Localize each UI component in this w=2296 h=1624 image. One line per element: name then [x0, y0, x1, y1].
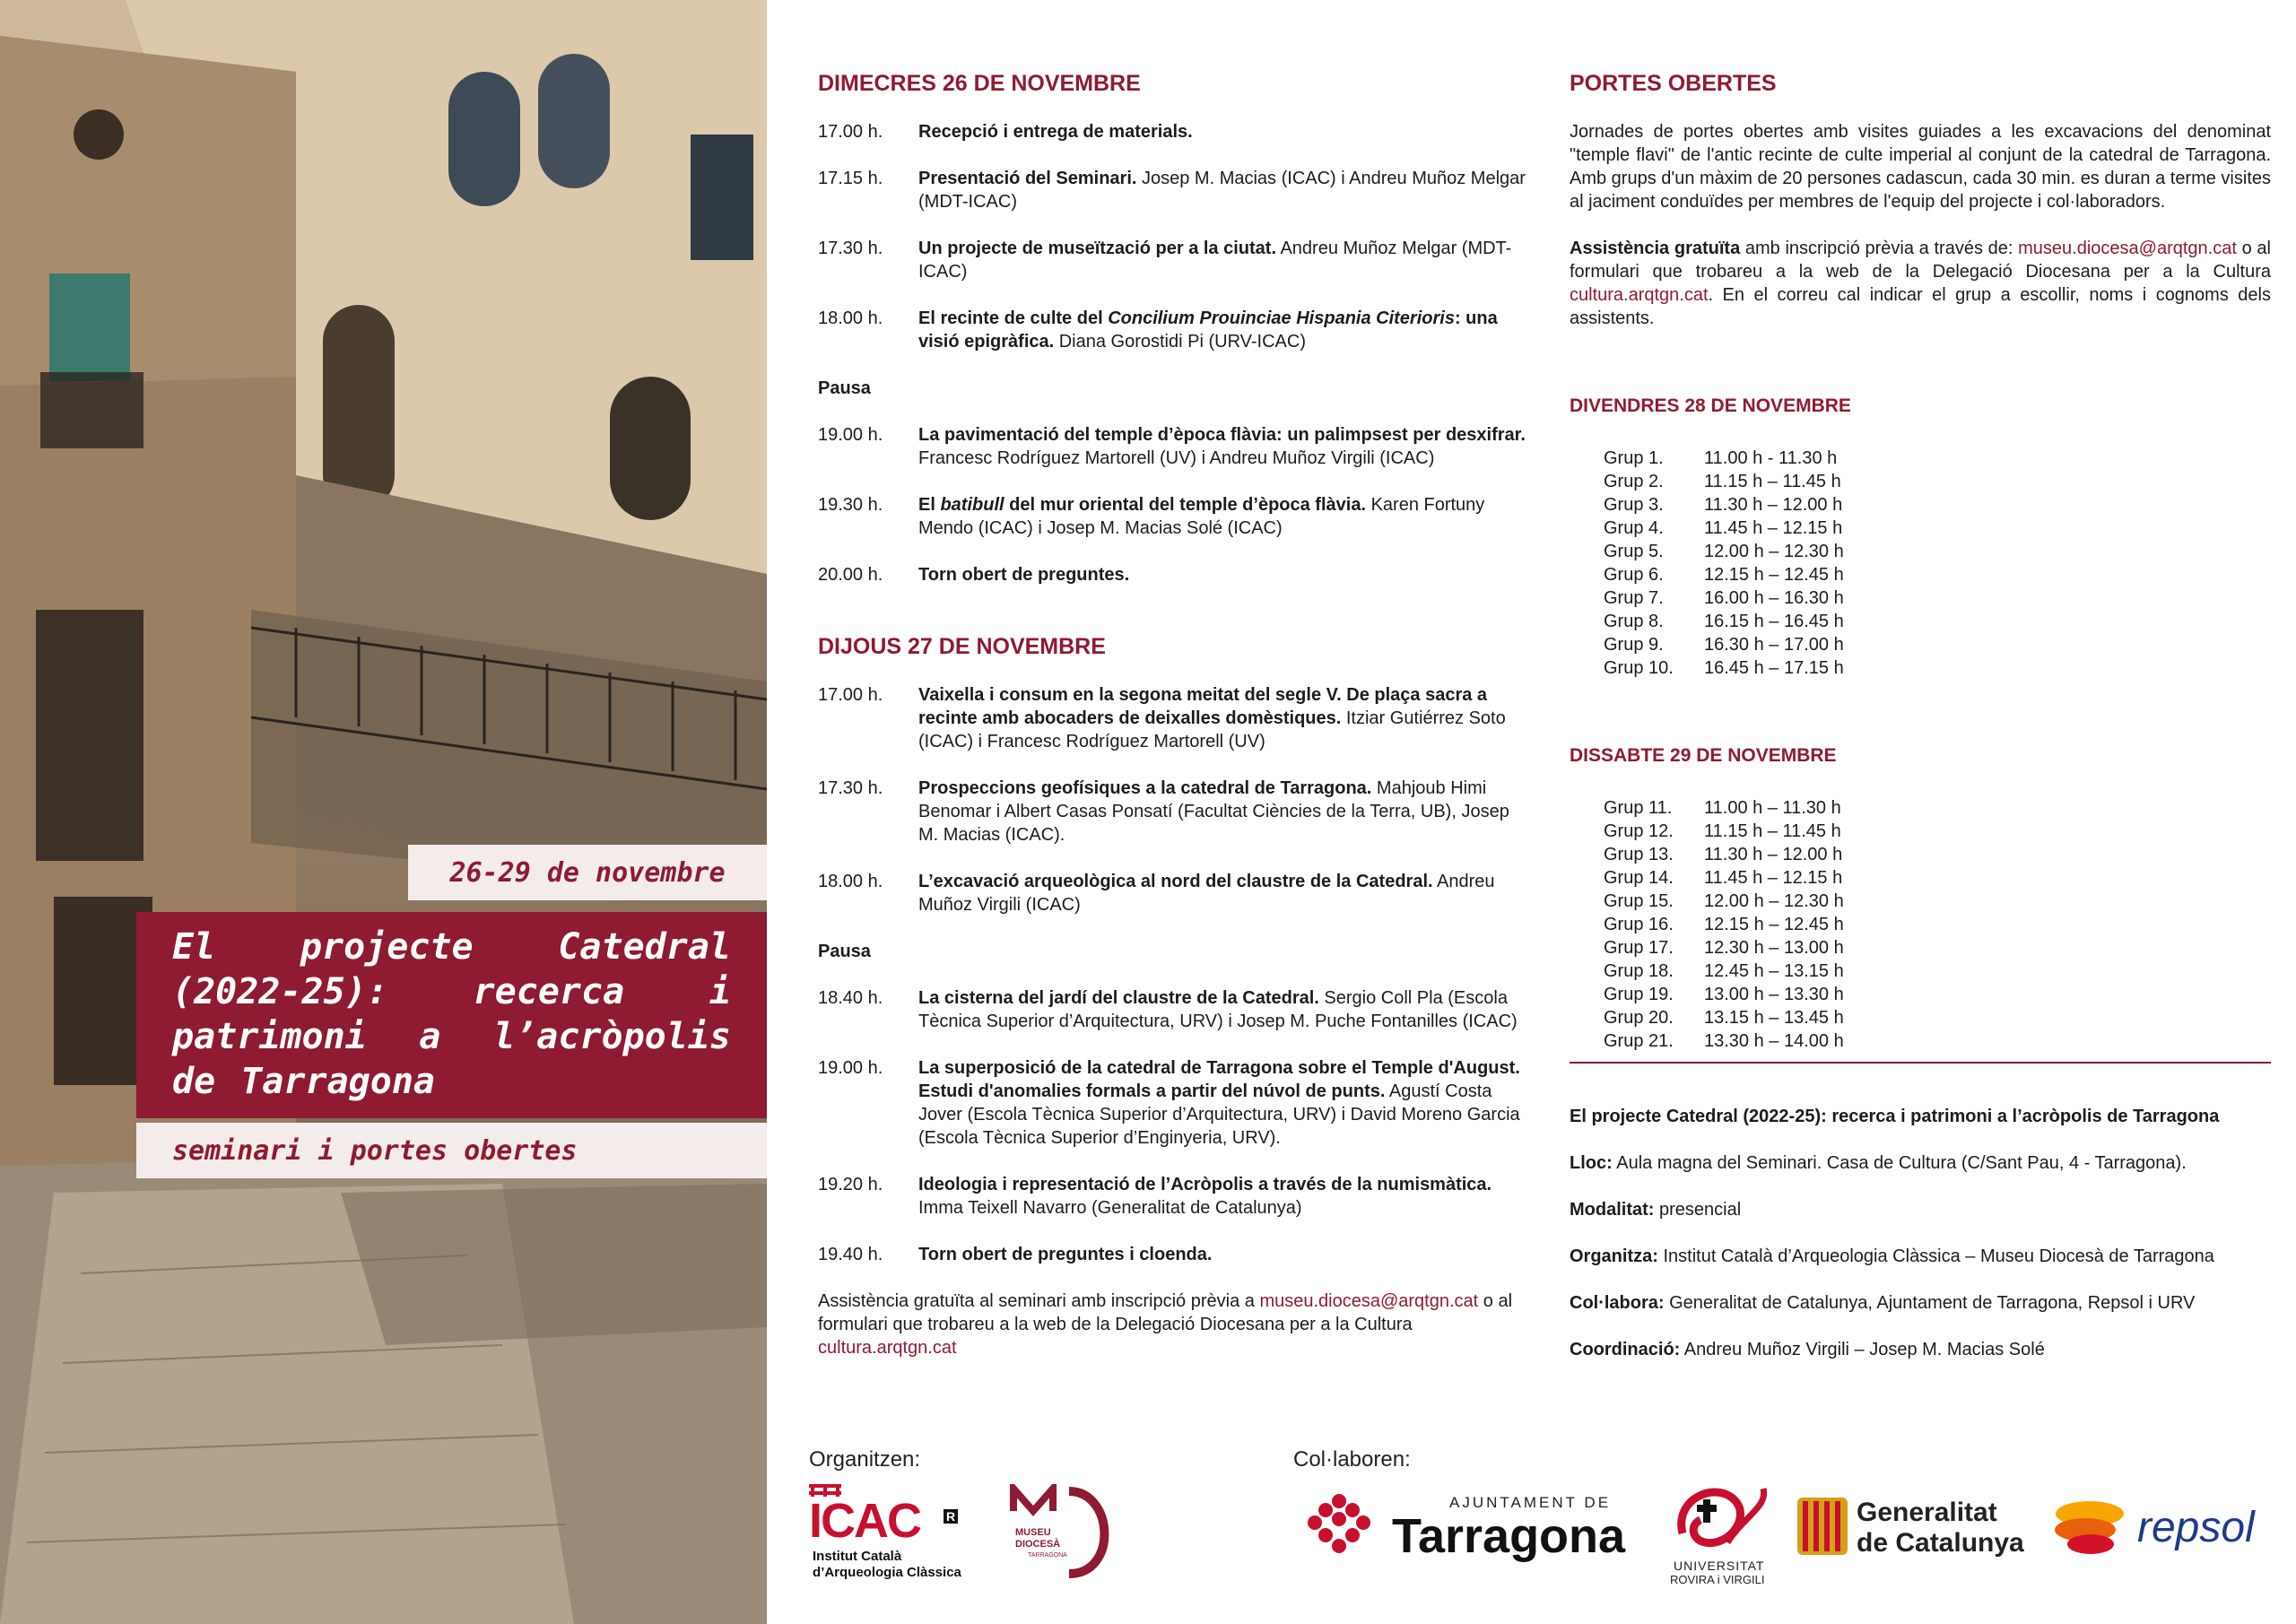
info-coordination [1570, 1338, 2271, 1361]
assist-text: amb inscripció prèvia a través de: [1740, 239, 2019, 258]
info-value: Generalitat de Catalunya, Ajuntament de Tarragona, Repsol i URV [1664, 1293, 2196, 1313]
info-value: presencial [1654, 1200, 1742, 1220]
program-item [818, 1243, 1526, 1266]
visit-group-row [1604, 1006, 2271, 1029]
item-time: 19.00 h. [818, 425, 883, 445]
open-days-description: Jornades de portes obertes amb visites guiades a les excavacions del denominat "temple flavi" de l'antic recinte de culte imperial al conjunt de la catedral de Tarragona. Amb grups d'un màxim de 20 persones cadascun, cada 30 min. es duran a terme visites al jaciment conduïdes per membres de l'equip del projecte i col·laboradors. [1570, 122, 2272, 212]
visit-group-time: 13.00 h – 13.30 h [1704, 985, 1844, 1004]
item-title: El [918, 495, 941, 515]
hero-dates: 26-29 de novembre [449, 856, 726, 889]
open-days-registration [1570, 237, 2271, 330]
registration-text: o al formulari que trobareu a la web de la Delegació Diocesana per a la Cultura [818, 1291, 1513, 1334]
museu-text-1: MUSEU [1015, 1527, 1051, 1538]
day1-heading: DIMECRES 26 DE NOVEMBRE [818, 71, 1141, 96]
visit-group-row [1604, 890, 2271, 913]
item-time: 19.00 h. [818, 1058, 883, 1078]
visit-group-time: 16.15 h – 16.45 h [1704, 612, 1844, 631]
item-title: Vaixella i consum en la segona meitat del segle V. De plaça sacra a recinte amb abocaders de deixalles domèstiques. [918, 685, 1488, 728]
visit-group-row [1604, 936, 2271, 960]
item-title: Torn obert de preguntes i cloenda. [918, 1245, 1213, 1264]
visit-group-label: Grup 2. [1604, 472, 1664, 491]
item-time: 17.00 h. [818, 685, 883, 705]
visit-group-label: Grup 9. [1604, 635, 1664, 655]
item-time: 17.30 h. [818, 778, 883, 798]
info-value: Institut Català d’Arqueologia Clàssica – Museu Diocesà de Tarragona [1657, 1246, 2214, 1266]
ajuntament-text-2: Tarragona [1392, 1509, 1626, 1563]
visit-group-row [1604, 843, 2271, 866]
visit-group-time: 12.30 h – 13.00 h [1704, 938, 1844, 958]
visit-group-time: 11.15 h – 11.45 h [1704, 472, 1841, 491]
program-item [818, 777, 1526, 847]
generalitat-logo [1797, 1498, 2039, 1560]
item-speakers: Diana Gorostidi Pi (URV-ICAC) [1054, 332, 1306, 352]
info-label: Lloc: [1570, 1153, 1613, 1173]
visit-group-time: 12.15 h – 12.45 h [1704, 565, 1844, 585]
item-title: L’excavació arqueològica al nord del claustre de la Catedral. [918, 872, 1433, 891]
item-speakers: Andreu Muñoz Melgar (MDT-ICAC) [918, 239, 1512, 282]
visit-group-label: Grup 17. [1604, 938, 1674, 958]
pause-label: Pausa [818, 942, 871, 961]
info-label: Coordinació: [1570, 1340, 1681, 1359]
visit-group-label: Grup 21. [1604, 1031, 1674, 1051]
assist-label: Assistència gratuïta [1570, 239, 1741, 258]
info-collaborators [1570, 1291, 2271, 1315]
visit-group-label: Grup 16. [1604, 915, 1674, 934]
open-days-column [1570, 70, 2271, 1361]
visit-group-row [1604, 493, 2271, 517]
program-item [818, 237, 1526, 283]
item-title: Recepció i entrega de materials. [918, 122, 1193, 142]
item-speakers: Francesc Rodríguez Martorell (UV) i Andreu Muñoz Virgili (ICAC) [918, 448, 1435, 468]
assist-text: . En el correu cal indicar el grup a escollir, noms i cognoms dels assistents. [1570, 285, 2271, 328]
visit-group-label: Grup 6. [1604, 565, 1664, 585]
visit-group-label: Grup 18. [1604, 961, 1674, 981]
program-item [818, 986, 1526, 1033]
icac-logo [809, 1484, 988, 1583]
info-organizer [1570, 1245, 2271, 1268]
visit-group-row [1604, 866, 2271, 890]
item-title-italic: batibull [940, 495, 1004, 515]
program-item [818, 167, 1526, 213]
seminar-program [818, 70, 1526, 1359]
urv-text-2: ROVIRA i VIRGILI [1670, 1573, 1765, 1586]
icac-registered: R [944, 1509, 958, 1524]
program-item [818, 120, 1526, 143]
program-item [818, 870, 1526, 916]
item-time: 18.00 h. [818, 308, 883, 328]
item-time: 19.30 h. [818, 495, 883, 515]
visit-group-label: Grup 10. [1604, 658, 1674, 678]
open-days-heading: PORTES OBERTES [1570, 71, 1777, 96]
item-time: 19.40 h. [818, 1245, 883, 1264]
visit-group-row [1604, 517, 2271, 540]
divider [1570, 1062, 2271, 1064]
item-time: 20.00 h. [818, 565, 883, 585]
info-place [1570, 1151, 2271, 1175]
item-title-end: del mur oriental del temple d’època flàvia. [1004, 495, 1367, 515]
visit-group-time: 16.30 h – 17.00 h [1704, 635, 1844, 655]
item-title: Ideologia i representació de l’Acròpolis a través de la numismàtica. [918, 1175, 1492, 1194]
info-title: El projecte Catedral (2022-25): recerca i patrimoni a l’acròpolis de Tarragona [1570, 1107, 2220, 1126]
visit-group-time: 16.45 h – 17.15 h [1704, 658, 1844, 678]
item-title: Un projecte de museïtzació per a la ciutat. [918, 239, 1277, 258]
visit-group-label: Grup 3. [1604, 495, 1664, 515]
item-speakers: Andreu Muñoz Virgili (ICAC) [918, 872, 1495, 915]
item-title: El recinte de culte del [918, 308, 1109, 328]
visit-group-row [1604, 563, 2271, 586]
repsol-flame-icon [2049, 1496, 2130, 1559]
visit-group-row [1604, 586, 2271, 610]
hero-subtitle-box [136, 1123, 767, 1178]
pause-label: Pausa [818, 378, 871, 398]
program-item [818, 307, 1526, 353]
visit-group-label: Grup 19. [1604, 985, 1674, 1004]
program-item [818, 423, 1526, 470]
visit-group-time: 12.00 h – 12.30 h [1704, 542, 1844, 561]
museu-text-3: TARRAGONA [1028, 1552, 1067, 1559]
visit-group-time: 12.00 h – 12.30 h [1704, 891, 1844, 911]
item-speakers: Itziar Gutiérrez Soto (ICAC) i Francesc Rodríguez Martorell (UV) [918, 708, 1506, 751]
hero-subtitle: seminari i portes obertes [172, 1134, 578, 1167]
visit-group-time: 11.00 h – 11.30 h [1704, 798, 1841, 818]
visit-group-label: Grup 4. [1604, 518, 1664, 538]
visit-group-time: 12.45 h – 13.15 h [1704, 961, 1844, 981]
item-time: 17.00 h. [818, 122, 883, 142]
program-item [818, 1173, 1526, 1220]
visit-group-time: 13.15 h – 13.45 h [1704, 1008, 1844, 1028]
open-web-link[interactable]: cultura.arqtgn.cat [1570, 285, 1709, 305]
item-speakers: Agustí Costa Jover (Escola Tècnica Superior d’Arquitectura, URV) i David Moreno Garcia (Escola Tècnica Superior d’Enginyeria, URV). [918, 1081, 1520, 1148]
day2-heading: DIJOUS 27 DE NOVEMBRE [818, 634, 1106, 659]
item-title: La superposició de la catedral de Tarragona sobre el Temple d'August. Estudi d'anomalies formals a partir del núvol de punts. [918, 1058, 1520, 1101]
icac-name-line2: d’Arqueologia Clàssica [813, 1565, 961, 1580]
hero-title: El projecte Catedral (2022-25): recerca i patrimoni a l’acròpolis de Tarragona [172, 926, 731, 1102]
item-speakers: Mahjoub Himi Benomar i Albert Casas Ponsatí (Facultat Ciències de la Terra, UB), Josep M. Macias (ICAC). [918, 778, 1509, 845]
item-title: La pavimentació del temple d’època flàvia: un palimpsest per desxifrar. [918, 425, 1526, 445]
item-title: Presentació del Seminari. [918, 169, 1137, 188]
registration-web-link[interactable]: cultura.arqtgn.cat [818, 1338, 957, 1358]
visit-group-label: Grup 15. [1604, 891, 1674, 911]
visit-group-row [1604, 796, 2271, 820]
organizers-label: Organitzen: [809, 1447, 921, 1472]
visit-group-time: 13.30 h – 14.00 h [1704, 1031, 1844, 1051]
visit-group-time: 11.00 h - 11.30 h [1704, 448, 1838, 468]
collaborators-label: Col·laboren: [1293, 1447, 1411, 1472]
program-item [818, 1056, 1526, 1150]
info-value: Andreu Muñoz Virgili – Josep M. Macias Solé [1680, 1340, 2045, 1359]
visit-group-label: Grup 8. [1604, 612, 1664, 631]
visit-group-row [1604, 820, 2271, 843]
info-value: Aula magna del Seminari. Casa de Cultura (C/Sant Pau, 4 - Tarragona). [1612, 1153, 2187, 1173]
visit-group-label: Grup 1. [1604, 448, 1664, 468]
ajuntament-text-1: AJUNTAMENT DE [1449, 1494, 1612, 1511]
registration-text: Assistència gratuïta al seminari amb inscripció prèvia a [818, 1291, 1260, 1311]
hero-title-box [136, 912, 767, 1118]
program-item [818, 683, 1526, 753]
visit-group-label: Grup 20. [1604, 1008, 1674, 1028]
program-item [818, 493, 1526, 540]
item-title: Torn obert de preguntes. [918, 565, 1130, 585]
visit-group-time: 11.15 h – 11.45 h [1704, 821, 1841, 841]
info-modality [1570, 1198, 2271, 1221]
program-item [818, 563, 1526, 586]
item-speakers: Josep M. Macias (ICAC) i Andreu Muñoz Melgar (MDT-ICAC) [918, 169, 1526, 212]
urv-text-1: UNIVERSITAT [1674, 1559, 1765, 1573]
item-speakers: Karen Fortuny Mendo (ICAC) i Josep M. Macias Solé (ICAC) [918, 495, 1485, 538]
visit-group-time: 11.45 h – 12.15 h [1704, 868, 1843, 888]
hero-dates-box [408, 845, 767, 900]
assist-text: o al formulari que trobareu a la web de la Delegació Diocesana per a la Cultura [1570, 239, 2271, 282]
registration-email-link[interactable]: museu.diocesa@arqtgn.cat [1259, 1291, 1479, 1311]
info-label: Modalitat: [1570, 1200, 1655, 1220]
item-speakers: Imma Teixell Navarro (Generalitat de Catalunya) [918, 1198, 1302, 1218]
icac-name-line1: Institut Català [813, 1549, 902, 1564]
item-time: 18.00 h. [818, 872, 883, 891]
registration-note [818, 1290, 1526, 1359]
saturday-groups [1604, 796, 2271, 1053]
senyera-emblem-icon [1797, 1498, 1848, 1555]
urv-logo [1665, 1480, 1777, 1587]
item-title-end: : una visió epigràfica. [918, 308, 1498, 352]
item-speakers: Sergio Coll Pla (Escola Tècnica Superior d’Arquitectura, URV) i Josep M. Puche Fontanilles (ICAC) [918, 988, 1518, 1031]
item-time: 19.20 h. [818, 1175, 883, 1194]
generalitat-text-2: de Catalunya [1857, 1528, 2024, 1558]
visit-group-label: Grup 7. [1604, 588, 1664, 608]
ajuntament-tarragona-logo [1299, 1489, 1648, 1563]
museu-text-2: DIOCESÀ [1015, 1539, 1061, 1550]
open-email-link[interactable]: museu.diocesa@arqtgn.cat [2018, 239, 2237, 258]
visit-group-row [1604, 633, 2271, 656]
visit-group-label: Grup 14. [1604, 868, 1674, 888]
visit-group-label: Grup 12. [1604, 821, 1674, 841]
friday-heading: DIVENDRES 28 DE NOVEMBRE [1570, 395, 1851, 416]
hero-photo [0, 0, 767, 1624]
saturday-heading: DISSABTE 29 DE NOVEMBRE [1570, 745, 1837, 766]
item-time: 17.15 h. [818, 169, 883, 188]
ajuntament-emblem-icon [1299, 1489, 1379, 1560]
visit-group-row [1604, 610, 2271, 633]
visit-group-time: 11.30 h – 12.00 h [1704, 495, 1843, 515]
visit-group-row [1604, 913, 2271, 936]
visit-group-row [1604, 983, 2271, 1006]
visit-group-time: 16.00 h – 16.30 h [1704, 588, 1844, 608]
info-label: Organitza: [1570, 1246, 1658, 1266]
visit-group-label: Grup 5. [1604, 542, 1664, 561]
icac-wordmark: ICAC [809, 1494, 920, 1548]
item-time: 17.30 h. [818, 239, 883, 258]
info-label: Col·labora: [1570, 1293, 1665, 1313]
visit-group-row [1604, 656, 2271, 680]
visit-group-row [1604, 1029, 2271, 1053]
repsol-wordmark: repsol [2137, 1504, 2255, 1551]
visit-group-row [1604, 447, 2271, 470]
item-title-italic: Concilium Prouinciae Hispania Citerioris [1108, 308, 1455, 328]
cathedral-courtyard-illustration [0, 0, 767, 1624]
visit-group-time: 11.45 h – 12.15 h [1704, 518, 1843, 538]
museu-diocesa-logo [1006, 1484, 1132, 1583]
visit-group-time: 12.15 h – 12.45 h [1704, 915, 1844, 934]
visit-group-label: Grup 11. [1604, 798, 1673, 818]
visit-group-label: Grup 13. [1604, 845, 1674, 864]
urv-emblem-icon [1665, 1480, 1777, 1556]
item-title: La cisterna del jardí del claustre de la Catedral. [918, 988, 1319, 1008]
repsol-logo [2049, 1496, 2292, 1568]
generalitat-text-1: Generalitat [1857, 1498, 1997, 1527]
friday-groups [1604, 447, 2271, 680]
visit-group-row [1604, 540, 2271, 563]
visit-group-time: 11.30 h – 12.00 h [1704, 845, 1843, 864]
item-title: Prospeccions geofísiques a la catedral de Tarragona. [918, 778, 1372, 798]
item-time: 18.40 h. [818, 988, 883, 1008]
visit-group-row [1604, 960, 2271, 983]
visit-group-row [1604, 470, 2271, 493]
